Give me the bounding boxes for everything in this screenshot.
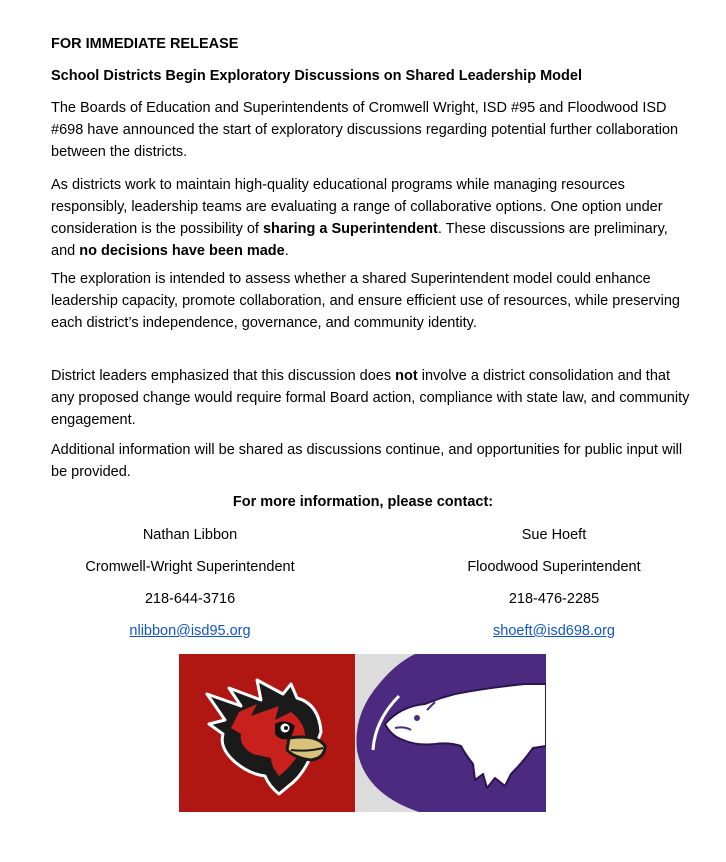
contact-name: Sue Hoeft bbox=[521, 527, 587, 543]
p2-text-a: As districts work to maintain high-quality educational programs while managing resources responsibly, leadership teams are evaluating a range of collaborative options. One option under consideration is the possibility of bbox=[51, 177, 663, 237]
contact-title: Floodwood Superintendent bbox=[467, 559, 641, 575]
paragraph-announcement: The Boards of Education and Superintendents of Cromwell Wright, ISD #95 and Floodwood ISD #698 have announced the start of exploratory discussions regarding potential further collaboration between the districts. bbox=[51, 100, 679, 160]
release-label: FOR IMMEDIATE RELEASE bbox=[51, 36, 239, 52]
paragraph-exploration: The exploration is intended to assess whether a shared Superintendent model could enhance leadership capacity, promote collaboration, and ensure efficient use of resources, while preserving each district’s independence, governance, and community identity. bbox=[51, 271, 680, 331]
contact-phone: 218-644-3716 bbox=[144, 591, 236, 607]
paragraph-options bbox=[51, 174, 691, 262]
headline: School Districts Begin Exploratory Discussions on Shared Leadership Model bbox=[51, 68, 582, 84]
cardinal-icon bbox=[179, 654, 355, 812]
p4-text-a: District leaders emphasized that this discussion does bbox=[51, 368, 396, 384]
contact-email-link[interactable]: nlibbon@isd95.org bbox=[129, 623, 251, 639]
district-logos bbox=[179, 654, 546, 812]
p4-bold-not: not bbox=[395, 368, 418, 384]
p4-text-c: involve a district consolidation and that any proposed change would require formal Board action, compliance with state law, and community engagement. bbox=[51, 368, 690, 428]
paragraph-leaders bbox=[51, 365, 691, 431]
paragraph-additional-info: Additional information will be shared as discussions continue, and opportunities for public input will be provided. bbox=[51, 442, 683, 480]
contact-heading: For more information, please contact: bbox=[232, 494, 494, 510]
polar-bear-logo bbox=[355, 654, 546, 812]
contact-card-libbon bbox=[40, 524, 340, 652]
contact-name: Nathan Libbon bbox=[142, 527, 238, 543]
polar-bear-icon bbox=[355, 654, 546, 812]
contact-email-link[interactable]: shoeft@isd698.org bbox=[493, 623, 615, 639]
cardinal-logo bbox=[179, 654, 355, 812]
contact-card-hoeft bbox=[404, 524, 704, 652]
p2-bold-no-decisions: no decisions have been made bbox=[79, 243, 285, 259]
contact-title: Cromwell-Wright Superintendent bbox=[85, 559, 295, 575]
p2-text-c: . These discussions are preliminary, and bbox=[51, 221, 668, 259]
contact-phone: 218-476-2285 bbox=[508, 591, 600, 607]
p2-text-e: . bbox=[284, 243, 289, 259]
p2-bold-sharing: sharing a Superintendent bbox=[262, 221, 438, 237]
